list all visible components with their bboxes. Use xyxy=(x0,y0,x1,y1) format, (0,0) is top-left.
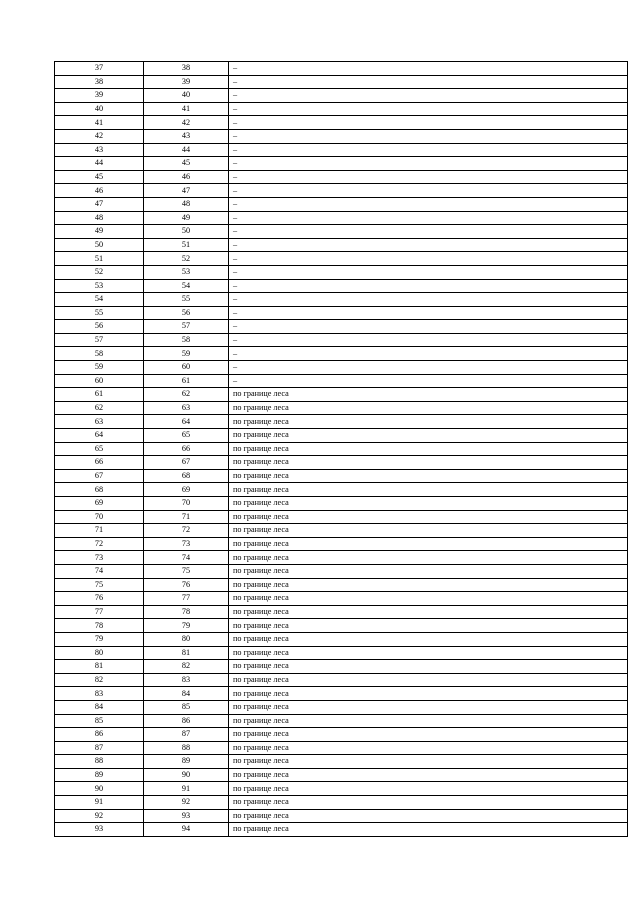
boundary-description-cell: – xyxy=(229,157,628,171)
to-point-cell: 61 xyxy=(144,374,229,388)
to-point-cell: 57 xyxy=(144,320,229,334)
to-point-cell: 94 xyxy=(144,823,229,837)
boundary-description-cell: – xyxy=(229,197,628,211)
from-point-cell: 87 xyxy=(55,741,144,755)
boundary-description-cell: по границе леса xyxy=(229,673,628,687)
table-row xyxy=(55,632,628,646)
boundary-description-cell: по границе леса xyxy=(229,646,628,660)
from-point-cell: 83 xyxy=(55,687,144,701)
boundary-description-cell: – xyxy=(229,143,628,157)
to-point-cell: 48 xyxy=(144,197,229,211)
table-row xyxy=(55,483,628,497)
to-point-cell: 54 xyxy=(144,279,229,293)
to-point-cell: 69 xyxy=(144,483,229,497)
table-row xyxy=(55,551,628,565)
boundary-description-cell: по границе леса xyxy=(229,497,628,511)
table-row xyxy=(55,469,628,483)
from-point-cell: 63 xyxy=(55,415,144,429)
boundary-description-cell: по границе леса xyxy=(229,755,628,769)
boundary-description-cell: – xyxy=(229,374,628,388)
boundary-description-cell: – xyxy=(229,361,628,375)
table-row xyxy=(55,429,628,443)
table-row xyxy=(55,320,628,334)
table-row xyxy=(55,279,628,293)
from-point-cell: 93 xyxy=(55,823,144,837)
from-point-cell: 46 xyxy=(55,184,144,198)
boundary-description-cell: по границе леса xyxy=(229,619,628,633)
boundary-description-cell: – xyxy=(229,89,628,103)
from-point-cell: 81 xyxy=(55,660,144,674)
from-point-cell: 71 xyxy=(55,524,144,538)
boundary-description-cell: по границе леса xyxy=(229,524,628,538)
from-point-cell: 60 xyxy=(55,374,144,388)
to-point-cell: 60 xyxy=(144,361,229,375)
table-row xyxy=(55,238,628,252)
from-point-cell: 85 xyxy=(55,714,144,728)
table-row xyxy=(55,252,628,266)
from-point-cell: 89 xyxy=(55,768,144,782)
from-point-cell: 47 xyxy=(55,197,144,211)
to-point-cell: 86 xyxy=(144,714,229,728)
to-point-cell: 40 xyxy=(144,89,229,103)
table-row xyxy=(55,537,628,551)
table-row xyxy=(55,687,628,701)
from-point-cell: 84 xyxy=(55,700,144,714)
table-row xyxy=(55,293,628,307)
from-point-cell: 76 xyxy=(55,592,144,606)
boundary-description-cell: – xyxy=(229,75,628,89)
boundary-description-cell: – xyxy=(229,306,628,320)
boundary-description-cell: по границе леса xyxy=(229,469,628,483)
to-point-cell: 53 xyxy=(144,265,229,279)
boundary-description-cell: по границе леса xyxy=(229,741,628,755)
table-row xyxy=(55,374,628,388)
boundary-description-table xyxy=(54,61,628,837)
table-row xyxy=(55,265,628,279)
table-row xyxy=(55,497,628,511)
to-point-cell: 77 xyxy=(144,592,229,606)
to-point-cell: 50 xyxy=(144,225,229,239)
boundary-description-cell: по границе леса xyxy=(229,823,628,837)
to-point-cell: 93 xyxy=(144,809,229,823)
to-point-cell: 38 xyxy=(144,62,229,76)
boundary-description-cell: по границе леса xyxy=(229,401,628,415)
boundary-description-cell: по границе леса xyxy=(229,809,628,823)
boundary-description-cell: – xyxy=(229,265,628,279)
boundary-description-cell: по границе леса xyxy=(229,700,628,714)
to-point-cell: 74 xyxy=(144,551,229,565)
boundary-description-cell: по границе леса xyxy=(229,714,628,728)
table-row xyxy=(55,741,628,755)
from-point-cell: 52 xyxy=(55,265,144,279)
table-row xyxy=(55,62,628,76)
boundary-description-cell: – xyxy=(229,279,628,293)
from-point-cell: 61 xyxy=(55,388,144,402)
to-point-cell: 52 xyxy=(144,252,229,266)
table-row xyxy=(55,143,628,157)
table-row xyxy=(55,592,628,606)
table-row xyxy=(55,401,628,415)
from-point-cell: 39 xyxy=(55,89,144,103)
boundary-description-cell: по границе леса xyxy=(229,510,628,524)
to-point-cell: 76 xyxy=(144,578,229,592)
boundary-description-cell: по границе леса xyxy=(229,592,628,606)
to-point-cell: 58 xyxy=(144,333,229,347)
from-point-cell: 88 xyxy=(55,755,144,769)
boundary-description-cell: по границе леса xyxy=(229,429,628,443)
from-point-cell: 74 xyxy=(55,564,144,578)
to-point-cell: 45 xyxy=(144,157,229,171)
to-point-cell: 82 xyxy=(144,660,229,674)
boundary-description-cell: по границе леса xyxy=(229,768,628,782)
from-point-cell: 53 xyxy=(55,279,144,293)
table-row xyxy=(55,333,628,347)
table-row xyxy=(55,116,628,130)
to-point-cell: 83 xyxy=(144,673,229,687)
from-point-cell: 62 xyxy=(55,401,144,415)
table-row xyxy=(55,415,628,429)
from-point-cell: 48 xyxy=(55,211,144,225)
boundary-description-cell: по границе леса xyxy=(229,782,628,796)
from-point-cell: 69 xyxy=(55,497,144,511)
to-point-cell: 73 xyxy=(144,537,229,551)
table-row xyxy=(55,673,628,687)
to-point-cell: 68 xyxy=(144,469,229,483)
table-row xyxy=(55,619,628,633)
boundary-description-cell: – xyxy=(229,252,628,266)
table-row xyxy=(55,197,628,211)
from-point-cell: 80 xyxy=(55,646,144,660)
table-row xyxy=(55,728,628,742)
from-point-cell: 56 xyxy=(55,320,144,334)
boundary-description-cell: по границе леса xyxy=(229,632,628,646)
to-point-cell: 56 xyxy=(144,306,229,320)
boundary-description-cell: по границе леса xyxy=(229,388,628,402)
table-row xyxy=(55,170,628,184)
table-row xyxy=(55,157,628,171)
to-point-cell: 67 xyxy=(144,456,229,470)
from-point-cell: 44 xyxy=(55,157,144,171)
from-point-cell: 66 xyxy=(55,456,144,470)
boundary-description-cell: – xyxy=(229,129,628,143)
boundary-description-cell: – xyxy=(229,225,628,239)
to-point-cell: 79 xyxy=(144,619,229,633)
to-point-cell: 59 xyxy=(144,347,229,361)
from-point-cell: 65 xyxy=(55,442,144,456)
table-row xyxy=(55,225,628,239)
from-point-cell: 54 xyxy=(55,293,144,307)
boundary-description-cell: по границе леса xyxy=(229,687,628,701)
table-row xyxy=(55,306,628,320)
table-row xyxy=(55,755,628,769)
to-point-cell: 47 xyxy=(144,184,229,198)
boundary-description-cell: по границе леса xyxy=(229,564,628,578)
to-point-cell: 65 xyxy=(144,429,229,443)
from-point-cell: 41 xyxy=(55,116,144,130)
from-point-cell: 57 xyxy=(55,333,144,347)
table-row xyxy=(55,578,628,592)
table-row xyxy=(55,129,628,143)
table-row xyxy=(55,796,628,810)
from-point-cell: 92 xyxy=(55,809,144,823)
boundary-description-cell: – xyxy=(229,293,628,307)
boundary-description-cell: – xyxy=(229,170,628,184)
table-row xyxy=(55,646,628,660)
from-point-cell: 51 xyxy=(55,252,144,266)
from-point-cell: 59 xyxy=(55,361,144,375)
boundary-description-cell: по границе леса xyxy=(229,442,628,456)
to-point-cell: 66 xyxy=(144,442,229,456)
to-point-cell: 80 xyxy=(144,632,229,646)
from-point-cell: 82 xyxy=(55,673,144,687)
table-row xyxy=(55,768,628,782)
table-row xyxy=(55,442,628,456)
boundary-description-cell: – xyxy=(229,116,628,130)
to-point-cell: 43 xyxy=(144,129,229,143)
boundary-description-cell: по границе леса xyxy=(229,605,628,619)
from-point-cell: 73 xyxy=(55,551,144,565)
from-point-cell: 79 xyxy=(55,632,144,646)
from-point-cell: 77 xyxy=(55,605,144,619)
boundary-description-cell: по границе леса xyxy=(229,415,628,429)
to-point-cell: 92 xyxy=(144,796,229,810)
to-point-cell: 84 xyxy=(144,687,229,701)
from-point-cell: 37 xyxy=(55,62,144,76)
table-row xyxy=(55,75,628,89)
boundary-description-cell: по границе леса xyxy=(229,660,628,674)
from-point-cell: 90 xyxy=(55,782,144,796)
from-point-cell: 55 xyxy=(55,306,144,320)
to-point-cell: 39 xyxy=(144,75,229,89)
to-point-cell: 72 xyxy=(144,524,229,538)
boundary-description-cell: по границе леса xyxy=(229,456,628,470)
to-point-cell: 41 xyxy=(144,102,229,116)
to-point-cell: 63 xyxy=(144,401,229,415)
table-row xyxy=(55,564,628,578)
from-point-cell: 40 xyxy=(55,102,144,116)
from-point-cell: 43 xyxy=(55,143,144,157)
to-point-cell: 88 xyxy=(144,741,229,755)
from-point-cell: 50 xyxy=(55,238,144,252)
table-row xyxy=(55,809,628,823)
boundary-description-cell: – xyxy=(229,320,628,334)
boundary-description-cell: – xyxy=(229,238,628,252)
to-point-cell: 44 xyxy=(144,143,229,157)
table-row xyxy=(55,714,628,728)
from-point-cell: 78 xyxy=(55,619,144,633)
to-point-cell: 71 xyxy=(144,510,229,524)
table-row xyxy=(55,361,628,375)
to-point-cell: 70 xyxy=(144,497,229,511)
boundary-description-cell: по границе леса xyxy=(229,483,628,497)
table-row xyxy=(55,89,628,103)
table-body xyxy=(55,62,628,837)
boundary-description-cell: по границе леса xyxy=(229,796,628,810)
from-point-cell: 75 xyxy=(55,578,144,592)
to-point-cell: 51 xyxy=(144,238,229,252)
from-point-cell: 67 xyxy=(55,469,144,483)
from-point-cell: 42 xyxy=(55,129,144,143)
to-point-cell: 91 xyxy=(144,782,229,796)
boundary-description-cell: – xyxy=(229,333,628,347)
table-row xyxy=(55,388,628,402)
to-point-cell: 55 xyxy=(144,293,229,307)
to-point-cell: 49 xyxy=(144,211,229,225)
to-point-cell: 62 xyxy=(144,388,229,402)
boundary-description-cell: – xyxy=(229,184,628,198)
from-point-cell: 38 xyxy=(55,75,144,89)
to-point-cell: 42 xyxy=(144,116,229,130)
to-point-cell: 85 xyxy=(144,700,229,714)
table-row xyxy=(55,211,628,225)
from-point-cell: 70 xyxy=(55,510,144,524)
boundary-description-cell: – xyxy=(229,62,628,76)
from-point-cell: 68 xyxy=(55,483,144,497)
boundary-description-cell: – xyxy=(229,347,628,361)
to-point-cell: 87 xyxy=(144,728,229,742)
boundary-description-cell: по границе леса xyxy=(229,551,628,565)
to-point-cell: 89 xyxy=(144,755,229,769)
boundary-description-cell: – xyxy=(229,102,628,116)
from-point-cell: 49 xyxy=(55,225,144,239)
from-point-cell: 45 xyxy=(55,170,144,184)
from-point-cell: 86 xyxy=(55,728,144,742)
table-row xyxy=(55,605,628,619)
to-point-cell: 64 xyxy=(144,415,229,429)
table-row xyxy=(55,782,628,796)
table-row xyxy=(55,102,628,116)
table-row xyxy=(55,823,628,837)
table-row xyxy=(55,660,628,674)
boundary-description-cell: по границе леса xyxy=(229,537,628,551)
to-point-cell: 81 xyxy=(144,646,229,660)
table-row xyxy=(55,510,628,524)
from-point-cell: 91 xyxy=(55,796,144,810)
to-point-cell: 90 xyxy=(144,768,229,782)
from-point-cell: 72 xyxy=(55,537,144,551)
to-point-cell: 78 xyxy=(144,605,229,619)
boundary-description-cell: – xyxy=(229,211,628,225)
to-point-cell: 75 xyxy=(144,564,229,578)
table-row xyxy=(55,184,628,198)
from-point-cell: 58 xyxy=(55,347,144,361)
boundary-description-cell: по границе леса xyxy=(229,728,628,742)
table-row xyxy=(55,700,628,714)
table-row xyxy=(55,347,628,361)
boundary-description-cell: по границе леса xyxy=(229,578,628,592)
table-row xyxy=(55,524,628,538)
table-row xyxy=(55,456,628,470)
to-point-cell: 46 xyxy=(144,170,229,184)
from-point-cell: 64 xyxy=(55,429,144,443)
